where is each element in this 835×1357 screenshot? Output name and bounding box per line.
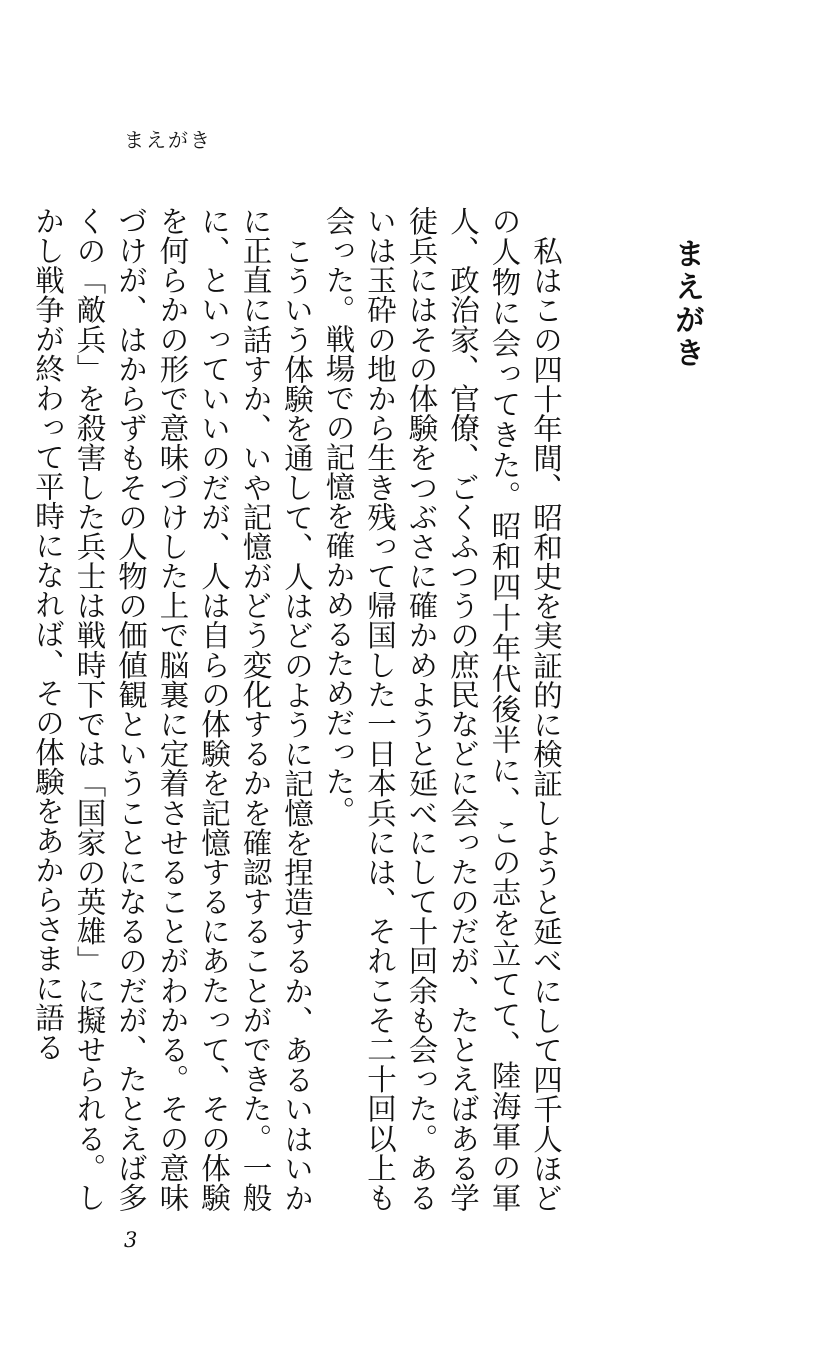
paragraph-2: こういう体験を通して、人はどのように記憶を捏造するか、あるいはいかに正直に話すか、いや記憶がどう変化するかを確認することができた。一般に、といっていいのだが、人は自らの体験を記憶するにあたって、その体験を何らかの形で意味づけした上で脳裏に定着させることがわかる。その意味づけが、はからずもその人物の価値観ということになるのだが、たとえば多くの「敵兵」を殺害した兵士は戦時下では「国家の英雄」に擬せられる。しかし戦争が終わって平時になれば、その体験をあからさまに語る: [31, 206, 314, 1213]
body-text: [31, 206, 566, 1213]
running-head: まえがき: [124, 128, 212, 152]
page-number: 3: [124, 1228, 138, 1252]
paragraph-1: 私はこの四十年間、昭和史を実証的に検証しようと延べにして四千人ほどの人物に会ってきた。昭和四十年代後半に、この志を立てて、陸海軍の軍人、政治家、官僚、ごくふつうの庶民などに会ったのだが、たとえばある学徒兵にはその体験をつぶさに確かめようと延べにして十回余も会った。あるいは玉砕の地から生き残って帰国した一日本兵には、それこそ二十回以上も会った。戦場での記憶を確かめるためだった。: [321, 206, 563, 1212]
chapter-title: まえがき: [669, 238, 704, 370]
